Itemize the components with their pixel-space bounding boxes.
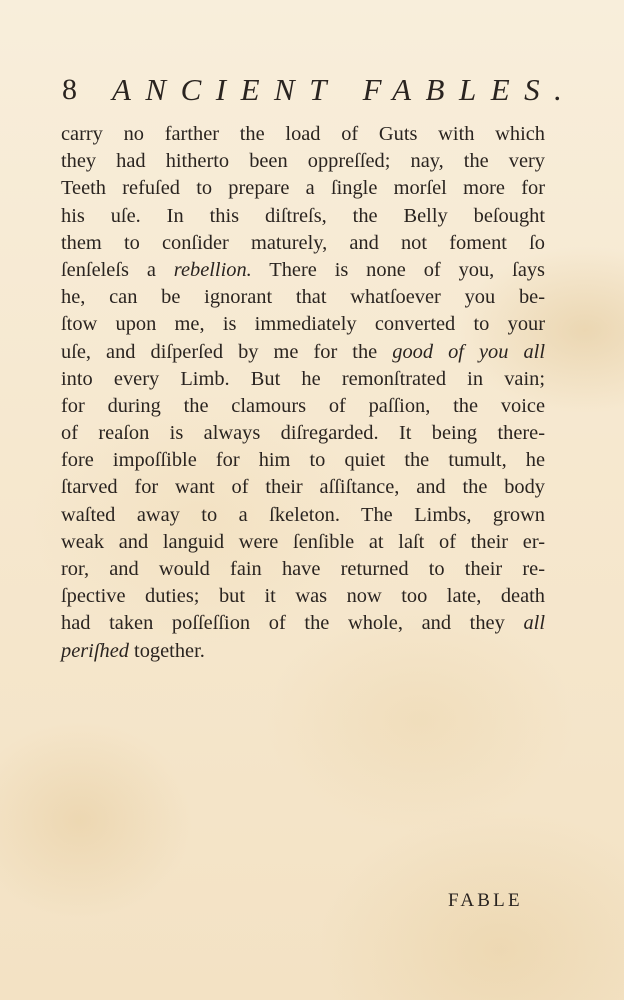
text-segment: into every Limb. But he remonſtrated in vain; [61,367,545,390]
body-text [61,121,545,665]
text-line [61,148,545,175]
text-line [61,175,545,202]
italic-phrase: good of you all [392,340,546,363]
text-segment: fore impoſſible for him to quiet the tumult, he [61,449,545,472]
catchword: FABLE [448,890,523,911]
text-segment: them to conſider maturely, and not foment ſo [61,231,545,254]
text-segment: together. [128,639,205,662]
text-segment: waſted away to a ſkeleton. The Limbs, grown [61,503,545,526]
text-segment: weak and languid were ſenſible at laſt of their er- [61,530,545,553]
text-segment: ſtarved for want of their aſſiſtance, and the body [61,476,545,499]
text-segment: had taken poſſeſſion of the whole, and they [61,612,524,635]
text-segment: he, can be ignorant that whatſoever you be- [61,286,545,309]
text-line [61,393,545,420]
text-segment: his uſe. In this diſtreſs, the Belly beſought [61,204,545,227]
text-segment: ror, and would fain have returned to their re- [61,558,545,580]
text-line [61,529,545,556]
text-segment: carry no farther the load of Guts with which [61,123,545,145]
italic-phrase: all [523,612,545,635]
text-line [61,121,545,148]
text-line [61,583,545,610]
text-line [61,610,545,637]
text-line [61,447,545,474]
text-segment: ſpective duties; but it was now too late, death [61,585,545,608]
text-line [61,257,545,284]
text-line [61,339,545,366]
text-segment: There is none of you, ſays [251,258,545,281]
text-line [61,638,545,665]
running-head [62,70,577,110]
text-segment: of reaſon is always diſregarded. It being there- [61,422,545,445]
page-number: 8 [62,73,77,106]
text-line [61,366,545,393]
text-line [61,203,545,230]
italic-phrase: rebellion. [173,258,252,281]
text-line [61,502,545,529]
running-head-title: ANCIENT FABLES. [112,72,577,107]
text-line [61,284,545,311]
text-line [61,230,545,257]
text-line [61,311,545,338]
text-segment: ſenſeleſs a [61,258,174,281]
italic-phrase: periſhed [61,639,129,662]
text-segment: for during the clamours of paſſion, the voice [61,394,545,417]
text-segment: ſtow upon me, is immediately converted to your [61,313,545,336]
text-segment: they had hitherto been oppreſſed; nay, the very [61,150,545,173]
text-line [61,420,545,447]
text-segment: Teeth refuſed to prepare a ſingle morſel more for [61,177,545,200]
text-line [61,556,545,583]
text-segment: uſe, and diſperſed by me for the [61,340,393,363]
text-line [61,474,545,501]
